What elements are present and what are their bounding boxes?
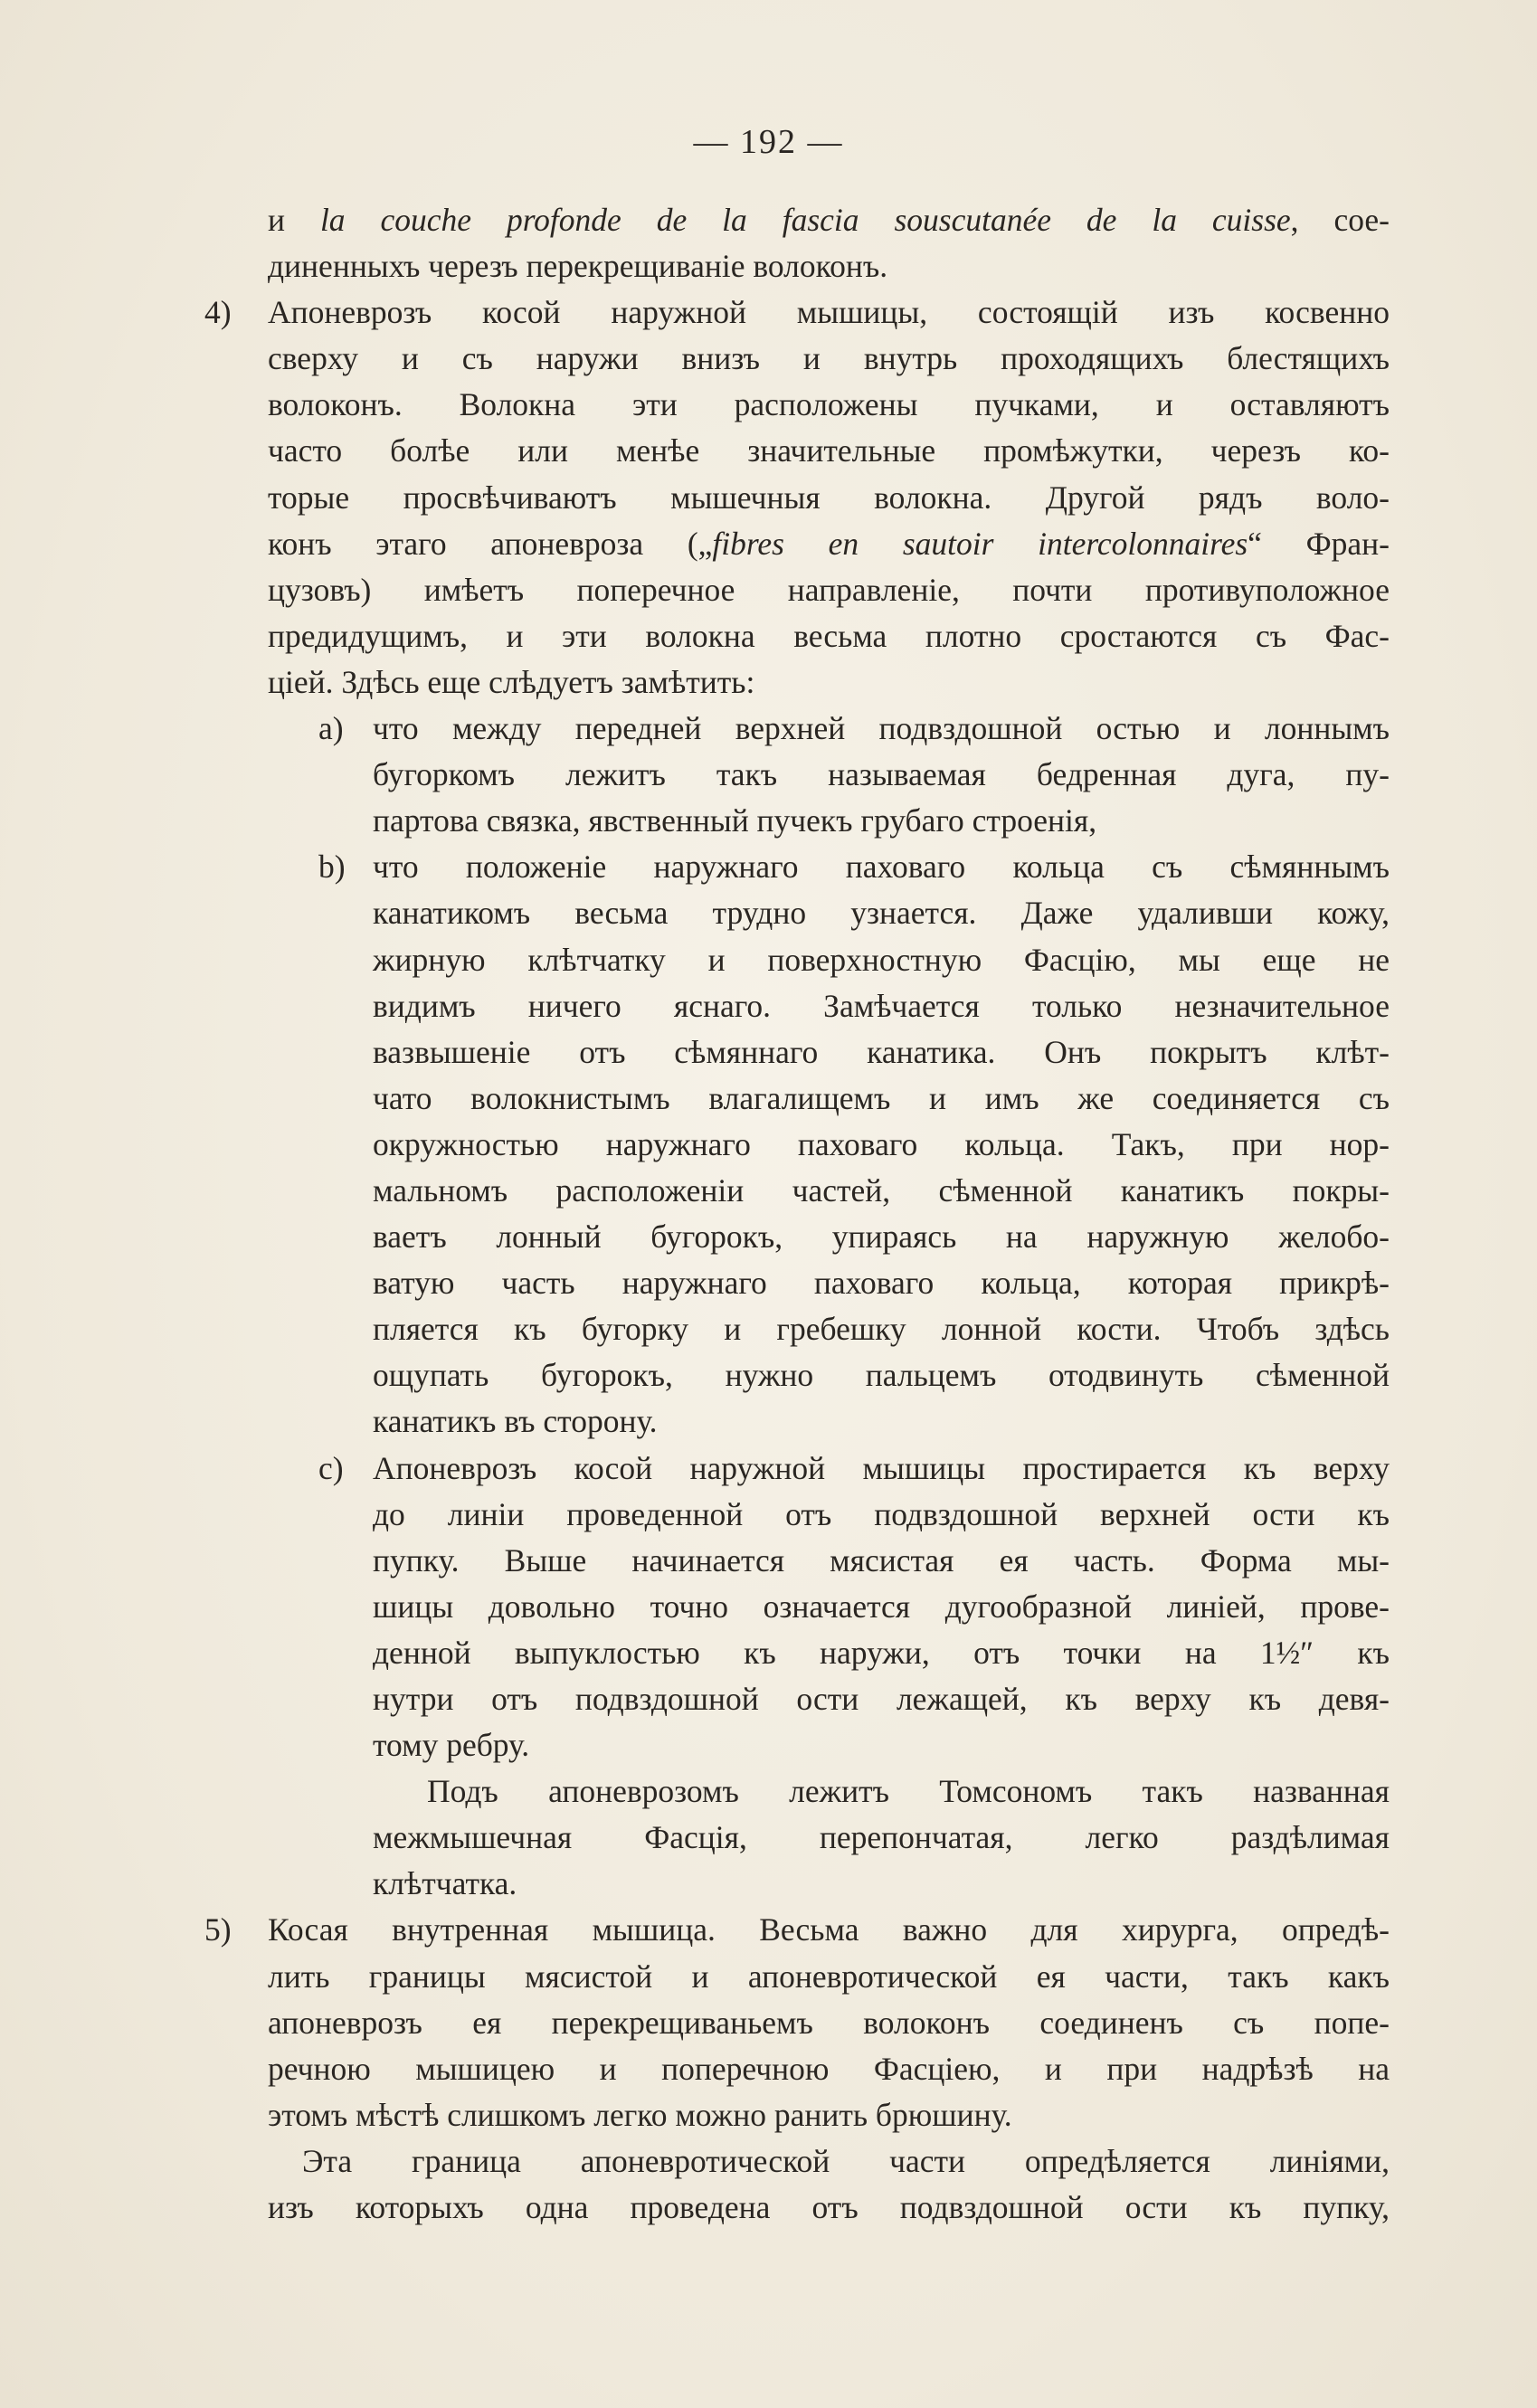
text-line bbox=[268, 567, 1390, 613]
text-line bbox=[268, 1492, 1390, 1538]
text-line bbox=[268, 382, 1390, 428]
text-line bbox=[268, 613, 1390, 659]
list-number: c) bbox=[318, 1449, 344, 1486]
line-text: ватую часть наружнаго паховаго кольца, которая прикрѣ- bbox=[373, 1265, 1390, 1302]
text-line bbox=[268, 1630, 1390, 1676]
line-text: апоневрозъ ея перекрещиваньемъ волоконъ соединенъ съ попе- bbox=[268, 2004, 1390, 2041]
text-line bbox=[268, 1768, 1390, 1815]
list-number: 5) bbox=[204, 1911, 232, 1948]
text-line bbox=[268, 1954, 1390, 2000]
text-line bbox=[268, 2185, 1390, 2231]
line-text: торые просвѣчиваютъ мышечныя волокна. Другой рядъ воло- bbox=[268, 479, 1390, 516]
text-line bbox=[268, 1076, 1390, 1122]
line-text: Подъ апоневрозомъ лежитъ Томсономъ такъ названная bbox=[427, 1773, 1390, 1810]
text-line bbox=[268, 798, 1390, 844]
text-line bbox=[268, 1861, 1390, 1907]
line-text: цузовъ) имѣетъ поперечное направленіе, почти противуположное bbox=[268, 571, 1390, 608]
list-number: b) bbox=[318, 848, 346, 886]
line-text: сверху и съ наружи внизъ и внутрь проходящихъ блестящихъ bbox=[268, 340, 1390, 377]
line-text: канатикъ въ сторону. bbox=[373, 1403, 658, 1440]
line-text: чато волокнистымъ влагалищемъ и имъ же соединяется съ bbox=[373, 1079, 1390, 1116]
line-text: и la couche profonde de la fascia souscutanée de la cuisse, сое- bbox=[268, 202, 1390, 238]
text-line bbox=[268, 428, 1390, 474]
text-line bbox=[268, 1306, 1390, 1352]
line-text: конъ этаго апоневроза („fibres en sautoir intercolonnaires“ Фран- bbox=[268, 525, 1390, 562]
text-line bbox=[268, 1584, 1390, 1630]
line-text: клѣтчатка. bbox=[373, 1865, 517, 1902]
line-text: жирную клѣтчатку и поверхностную Фасцію, мы еще не bbox=[373, 941, 1390, 978]
line-text: Эта граница апоневротической части опредѣляется линіями, bbox=[302, 2142, 1390, 2179]
list-number: a) bbox=[318, 710, 344, 747]
text-line bbox=[268, 2092, 1390, 2138]
text-line bbox=[268, 1029, 1390, 1076]
text-line bbox=[268, 659, 1390, 706]
line-text: пляется къ бугорку и гребешку лонной кости. Чтобъ здѣсь bbox=[373, 1311, 1390, 1348]
line-text: лить границы мясистой и апоневротической ея части, такъ какъ bbox=[268, 1958, 1390, 1995]
line-text: мальномъ расположеніи частей, сѣменной канатикъ покры- bbox=[373, 1171, 1390, 1209]
line-text: нутри отъ подвздошной ости лежащей, къ верху къ девя- bbox=[373, 1681, 1390, 1717]
text-line bbox=[268, 1722, 1390, 1768]
line-text: этомъ мѣстѣ слишкомъ легко можно ранить брюшину. bbox=[268, 2096, 1012, 2133]
text-line bbox=[268, 1260, 1390, 1306]
text-line bbox=[268, 243, 1390, 289]
line-text: ціей. Здѣсь еще слѣдуетъ замѣтить: bbox=[268, 663, 755, 700]
line-text: тому ребру. bbox=[373, 1727, 530, 1764]
line-text: межмышечная Фасція, перепончатая, легко раздѣлимая bbox=[373, 1819, 1390, 1856]
line-text: до линіи проведенной отъ подвздошной верхней ости къ bbox=[373, 1495, 1390, 1532]
line-text: предидущимъ, и эти волокна весьма плотно сростаются съ Фас- bbox=[268, 617, 1390, 654]
text-line bbox=[268, 1168, 1390, 1214]
text-line bbox=[268, 1815, 1390, 1861]
line-text: вазвышеніе отъ сѣмяннаго канатика. Онъ покрытъ клѣт- bbox=[373, 1033, 1390, 1070]
line-text: видимъ ничего яснаго. Замѣчается только незначительное bbox=[373, 987, 1390, 1024]
text-line bbox=[268, 475, 1390, 521]
line-text: ваетъ лонный бугорокъ, упираясь на наружную желобо- bbox=[373, 1218, 1390, 1256]
body-text bbox=[204, 197, 1390, 2231]
text-line bbox=[268, 937, 1390, 983]
text-line bbox=[268, 844, 1390, 890]
page-number: — 192 — bbox=[693, 123, 844, 161]
text-line bbox=[268, 1676, 1390, 1722]
line-text: пупку. Выше начинается мясистая ея часть. Форма мы- bbox=[373, 1541, 1390, 1578]
line-text: бугоркомъ лежитъ такъ называемая бедренная дуга, пу- bbox=[373, 756, 1390, 793]
list-number: 4) bbox=[204, 294, 232, 331]
line-text: что между передней верхней подвздошной остью и лоннымъ bbox=[373, 710, 1390, 747]
text-line bbox=[268, 983, 1390, 1029]
text-line bbox=[268, 706, 1390, 752]
line-text: денной выпуклостью къ наружи, отъ точки на 1½″ къ bbox=[373, 1634, 1390, 1671]
line-text: что положеніе наружнаго паховаго кольца съ сѣмяннымъ bbox=[373, 848, 1390, 886]
text-line bbox=[268, 1352, 1390, 1398]
line-text: диненныхъ черезъ перекрещиваніе волоконъ. bbox=[268, 248, 888, 285]
line-text: Апоневрозъ косой наружной мышицы, состоящій изъ косвенно bbox=[268, 294, 1390, 331]
text-line bbox=[268, 521, 1390, 567]
text-line bbox=[268, 1122, 1390, 1168]
text-line bbox=[268, 336, 1390, 382]
text-line bbox=[268, 1398, 1390, 1445]
text-line bbox=[268, 752, 1390, 798]
line-text: часто болѣе или менѣе значительные промѣжутки, черезъ ко- bbox=[268, 432, 1390, 469]
text-line bbox=[268, 1538, 1390, 1584]
line-text: партова связка, явственный пучекъ грубаго строенія, bbox=[373, 802, 1097, 839]
line-text: волоконъ. Волокна эти расположены пучками, и оставляютъ bbox=[268, 386, 1390, 423]
text-line bbox=[268, 197, 1390, 243]
text-line bbox=[268, 2138, 1390, 2185]
text-line bbox=[268, 1214, 1390, 1260]
line-text: канатикомъ весьма трудно узнается. Даже удаливши кожу, bbox=[373, 895, 1390, 932]
text-line bbox=[204, 1907, 1390, 1953]
line-text: ощупать бугорокъ, нужно пальцемъ отодвинуть сѣменной bbox=[373, 1357, 1390, 1394]
line-text: Косая внутренная мышица. Весьма важно для хирурга, опредѣ- bbox=[268, 1911, 1390, 1948]
text-line bbox=[268, 2046, 1390, 2092]
line-text: изъ которыхъ одна проведена отъ подвздошной ости къ пупку, bbox=[268, 2189, 1390, 2226]
text-line bbox=[204, 289, 1390, 336]
text-line bbox=[268, 890, 1390, 936]
line-text: шицы довольно точно означается дугообразной линіей, прове- bbox=[373, 1588, 1390, 1625]
line-text: речною мышицею и поперечною Фасціею, и при надрѣзѣ на bbox=[268, 2050, 1390, 2087]
line-text: Апоневрозъ косой наружной мышицы простирается къ верху bbox=[373, 1449, 1390, 1486]
text-line bbox=[268, 1446, 1390, 1492]
line-text: окружностью наружнаго паховаго кольца. Такъ, при нор- bbox=[373, 1125, 1390, 1162]
text-line bbox=[268, 2000, 1390, 2046]
